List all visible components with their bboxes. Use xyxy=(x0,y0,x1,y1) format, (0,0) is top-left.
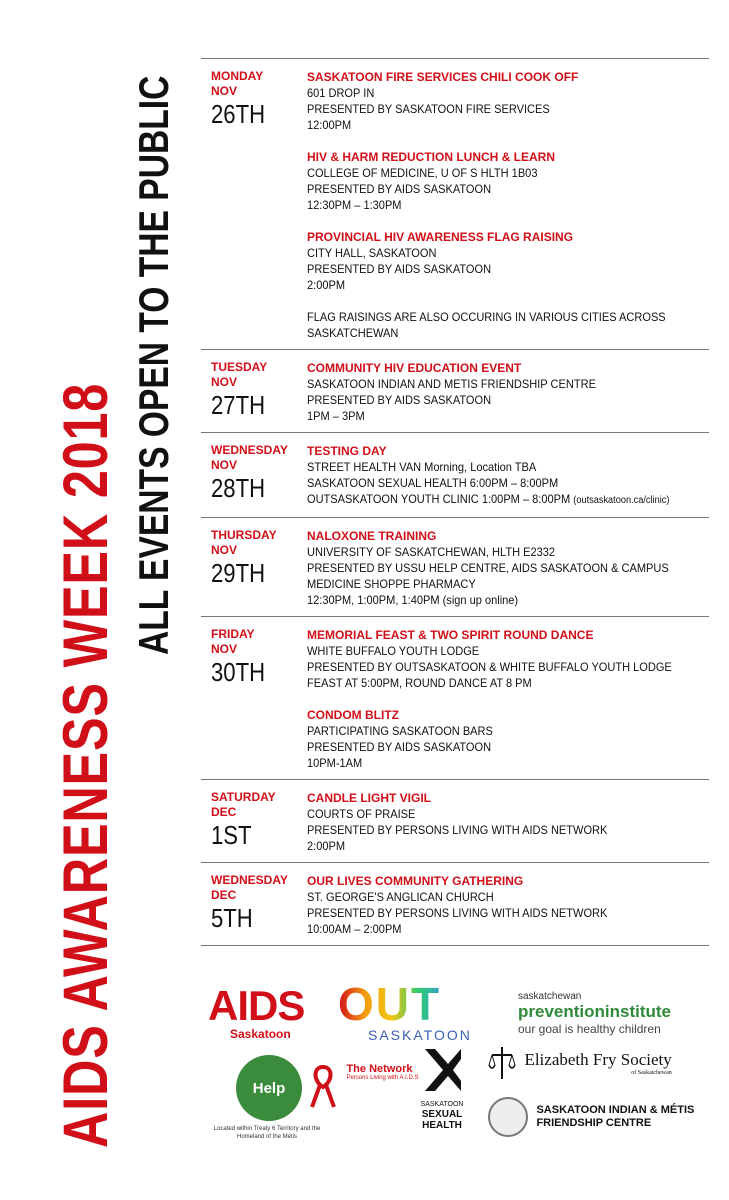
event-title: CONDOM BLITZ xyxy=(307,708,399,722)
day-month: NOV xyxy=(211,375,238,389)
event-detail xyxy=(307,739,677,755)
outsaskatoon-logo xyxy=(338,978,472,1043)
event-detail xyxy=(307,101,677,117)
event-detail xyxy=(307,181,677,197)
event-detail-text: MEDICINE SHOPPE PHARMACY xyxy=(307,577,476,591)
day-note xyxy=(307,309,709,341)
ssh-line-1: SASKATOON xyxy=(420,1101,464,1108)
day-events xyxy=(307,627,709,771)
day-of-week: SATURDAY xyxy=(211,790,276,804)
day-month: NOV xyxy=(211,84,238,98)
event-detail xyxy=(307,117,677,133)
event-detail-text: PARTICIPATING SASKATOON BARS xyxy=(307,724,493,738)
event-detail xyxy=(307,475,677,491)
treaty-caption: Located within Treaty 6 Territory and the Homeland of the Métis xyxy=(213,1126,321,1140)
event-detail xyxy=(307,838,677,854)
day-label xyxy=(201,69,307,341)
event-detail-text: 2:00PM xyxy=(307,278,346,292)
event-title: PROVINCIAL HIV AWARENESS FLAG RAISING xyxy=(307,230,574,244)
efry-region: of Saskatchewan xyxy=(631,1070,672,1076)
event-detail xyxy=(307,592,677,608)
event-schedule xyxy=(201,58,709,946)
the-network-logo xyxy=(308,1063,419,1111)
day-label xyxy=(201,790,307,854)
event-detail xyxy=(307,376,677,392)
event-detail xyxy=(307,822,677,838)
day-label xyxy=(201,443,307,509)
out-logo-subtext: SASKATOON xyxy=(368,1027,472,1043)
saskatoon-sexual-health-logo xyxy=(410,1045,474,1131)
day-date: 29TH xyxy=(211,558,266,588)
day-of-week: WEDNESDAY xyxy=(211,873,288,887)
event-detail-text: PRESENTED BY AIDS SASKATOON xyxy=(307,393,492,407)
scales-icon xyxy=(488,1045,516,1081)
event-item xyxy=(307,528,709,608)
event-detail-text: PRESENTED BY AIDS SASKATOON xyxy=(307,740,492,754)
day-of-week: FRIDAY xyxy=(211,627,255,641)
event-detail xyxy=(307,459,677,475)
event-detail xyxy=(307,544,677,560)
event-title: NALOXONE TRAINING xyxy=(307,529,437,543)
day-events xyxy=(307,873,709,937)
event-detail-text: PRESENTED BY USSU HELP CENTRE, AIDS SASKATOON & CAMPUS xyxy=(307,561,669,575)
day-label xyxy=(201,873,307,937)
day-row xyxy=(201,780,709,863)
day-label xyxy=(201,528,307,608)
event-detail-text: COLLEGE OF MEDICINE, U OF S HLTH 1B03 xyxy=(307,166,538,180)
event-detail-text: 12:30PM – 1:30PM xyxy=(307,198,402,212)
spi-line-2: preventioninstitute xyxy=(518,1002,672,1021)
event-item xyxy=(307,360,709,424)
day-row xyxy=(201,433,709,518)
day-row xyxy=(201,617,709,780)
event-detail-text: PRESENTED BY SASKATOON FIRE SERVICES xyxy=(307,102,550,116)
day-events xyxy=(307,528,709,608)
poster-title: AIDS AWARENESS WEEK 2018 xyxy=(51,382,121,1148)
event-detail xyxy=(307,675,677,691)
network-name: The Network xyxy=(346,1063,413,1075)
event-detail xyxy=(307,806,677,822)
event-detail-text: PRESENTED BY AIDS SASKATOON xyxy=(307,262,492,276)
event-detail-text: 12:00PM xyxy=(307,118,352,132)
event-detail xyxy=(307,659,677,675)
event-detail xyxy=(307,560,677,576)
red-ribbon-icon xyxy=(308,1063,338,1111)
event-detail xyxy=(307,197,677,213)
day-month: NOV xyxy=(211,642,238,656)
poster-subtitle: ALL EVENTS OPEN TO THE PUBLIC xyxy=(130,75,177,655)
day-events xyxy=(307,69,709,341)
prevention-institute-logo xyxy=(518,991,671,1036)
aids-logo-text: AIDS xyxy=(208,982,305,1029)
event-title: CANDLE LIGHT VIGIL xyxy=(307,791,431,805)
note-line: SASKATCHEWAN xyxy=(307,326,399,340)
event-detail xyxy=(307,643,677,659)
event-detail-text: 12:30PM, 1:00PM, 1:40PM (sign up online) xyxy=(307,593,519,607)
event-item xyxy=(307,790,709,854)
day-month: NOV xyxy=(211,458,238,472)
day-date: 1ST xyxy=(211,820,252,850)
day-month: DEC xyxy=(211,805,237,819)
event-detail xyxy=(307,392,677,408)
day-date: 27TH xyxy=(211,390,266,420)
simfc-line-2: FRIENDSHIP CENTRE xyxy=(536,1117,652,1129)
event-title: MEMORIAL FEAST & TWO SPIRIT ROUND DANCE xyxy=(307,628,594,642)
spi-line-1: saskatchewan xyxy=(518,991,582,1002)
event-detail-text: FEAST AT 5:00PM, ROUND DANCE AT 8 PM xyxy=(307,676,532,690)
event-detail-text: 2:00PM xyxy=(307,839,346,853)
event-item xyxy=(307,873,709,937)
event-detail-text: SASKATOON INDIAN AND METIS FRIENDSHIP CENTRE xyxy=(307,377,596,391)
event-detail xyxy=(307,85,677,101)
x-mark-icon xyxy=(417,1045,467,1095)
event-detail-text: ST. GEORGE'S ANGLICAN CHURCH xyxy=(307,890,494,904)
event-detail-text: PRESENTED BY OUTSASKATOON & WHITE BUFFALO YOUTH LODGE xyxy=(307,660,672,674)
event-detail-text: PRESENTED BY PERSONS LIVING WITH AIDS NETWORK xyxy=(307,823,608,837)
event-detail xyxy=(307,277,677,293)
event-detail-text: PRESENTED BY AIDS SASKATOON xyxy=(307,182,492,196)
sponsor-logos xyxy=(200,975,710,1195)
day-row xyxy=(201,863,709,946)
event-title: OUR LIVES COMMUNITY GATHERING xyxy=(307,874,524,888)
ssh-line-2: SEXUAL HEALTH xyxy=(421,1109,463,1131)
aids-saskatoon-logo xyxy=(208,982,305,1041)
day-month: NOV xyxy=(211,543,238,557)
event-detail xyxy=(307,261,677,277)
event-title: COMMUNITY HIV EDUCATION EVENT xyxy=(307,361,522,375)
event-detail-text: OUTSASKATOON YOUTH CLINIC 1:00PM – 8:00PM xyxy=(307,492,571,506)
day-events xyxy=(307,360,709,424)
day-of-week: WEDNESDAY xyxy=(211,443,288,457)
event-detail-url: (outsaskatoon.ca/clinic) xyxy=(573,495,670,506)
event-item xyxy=(307,443,709,509)
simfc-line-1: SASKATOON INDIAN & MÉTIS xyxy=(536,1104,695,1116)
event-item xyxy=(307,149,709,213)
event-detail xyxy=(307,491,677,509)
simfc-logo xyxy=(488,1097,694,1137)
event-detail-text: PRESENTED BY PERSONS LIVING WITH AIDS NETWORK xyxy=(307,906,608,920)
event-detail-text: UNIVERSITY OF SASKATCHEWAN, HLTH E2332 xyxy=(307,545,556,559)
day-of-week: TUESDAY xyxy=(211,360,268,374)
event-detail-text: 601 DROP IN xyxy=(307,86,375,100)
day-month: DEC xyxy=(211,888,237,902)
day-of-week: MONDAY xyxy=(211,69,264,83)
day-row xyxy=(201,350,709,433)
day-events xyxy=(307,790,709,854)
event-detail xyxy=(307,165,677,181)
day-date: 5TH xyxy=(211,903,253,933)
note-line: FLAG RAISINGS ARE ALSO OCCURING IN VARIOUS CITIES ACROSS xyxy=(307,310,666,324)
event-detail xyxy=(307,905,677,921)
event-detail-text: SASKATOON SEXUAL HEALTH 6:00PM – 8:00PM xyxy=(307,476,559,490)
day-label xyxy=(201,627,307,771)
day-events xyxy=(307,443,709,509)
out-logo-text: OUT xyxy=(338,981,472,1027)
network-tagline: Persons Living with A.I.D.S xyxy=(346,1075,419,1081)
aids-logo-subtext: Saskatoon xyxy=(230,1027,291,1041)
event-detail-text: COURTS OF PRAISE xyxy=(307,807,416,821)
event-title: TESTING DAY xyxy=(307,444,387,458)
event-detail-text: 10PM-1AM xyxy=(307,756,363,770)
event-item xyxy=(307,69,709,133)
event-detail-text: CITY HALL, SASKATOON xyxy=(307,246,437,260)
day-date: 28TH xyxy=(211,473,266,503)
event-item xyxy=(307,707,709,771)
efry-name: Elizabeth Fry Society xyxy=(524,1050,672,1069)
event-detail xyxy=(307,921,677,937)
event-detail xyxy=(307,889,677,905)
day-row xyxy=(201,59,709,350)
event-detail xyxy=(307,723,677,739)
day-of-week: THURSDAY xyxy=(211,528,277,542)
day-row xyxy=(201,518,709,617)
event-title: SASKATOON FIRE SERVICES CHILI COOK OFF xyxy=(307,70,579,84)
event-detail-text: 1PM – 3PM xyxy=(307,409,365,423)
feather-emblem-icon xyxy=(488,1097,528,1137)
event-detail-text: WHITE BUFFALO YOUTH LODGE xyxy=(307,644,480,658)
help-mark: Help xyxy=(236,1055,302,1121)
event-detail-text: STREET HEALTH VAN Morning, Location TBA xyxy=(307,460,537,474)
event-detail xyxy=(307,755,677,771)
event-detail xyxy=(307,408,677,424)
event-title: HIV & HARM REDUCTION LUNCH & LEARN xyxy=(307,150,555,164)
event-detail xyxy=(307,576,677,592)
day-date: 26TH xyxy=(211,99,266,129)
day-label xyxy=(201,360,307,424)
event-detail-text: 10:00AM – 2:00PM xyxy=(307,922,402,936)
elizabeth-fry-society-logo xyxy=(488,1045,672,1081)
event-item xyxy=(307,229,709,293)
event-detail xyxy=(307,245,677,261)
day-date: 30TH xyxy=(211,657,266,687)
spi-line-3: our goal is healthy children xyxy=(518,1022,661,1036)
event-item xyxy=(307,627,709,691)
